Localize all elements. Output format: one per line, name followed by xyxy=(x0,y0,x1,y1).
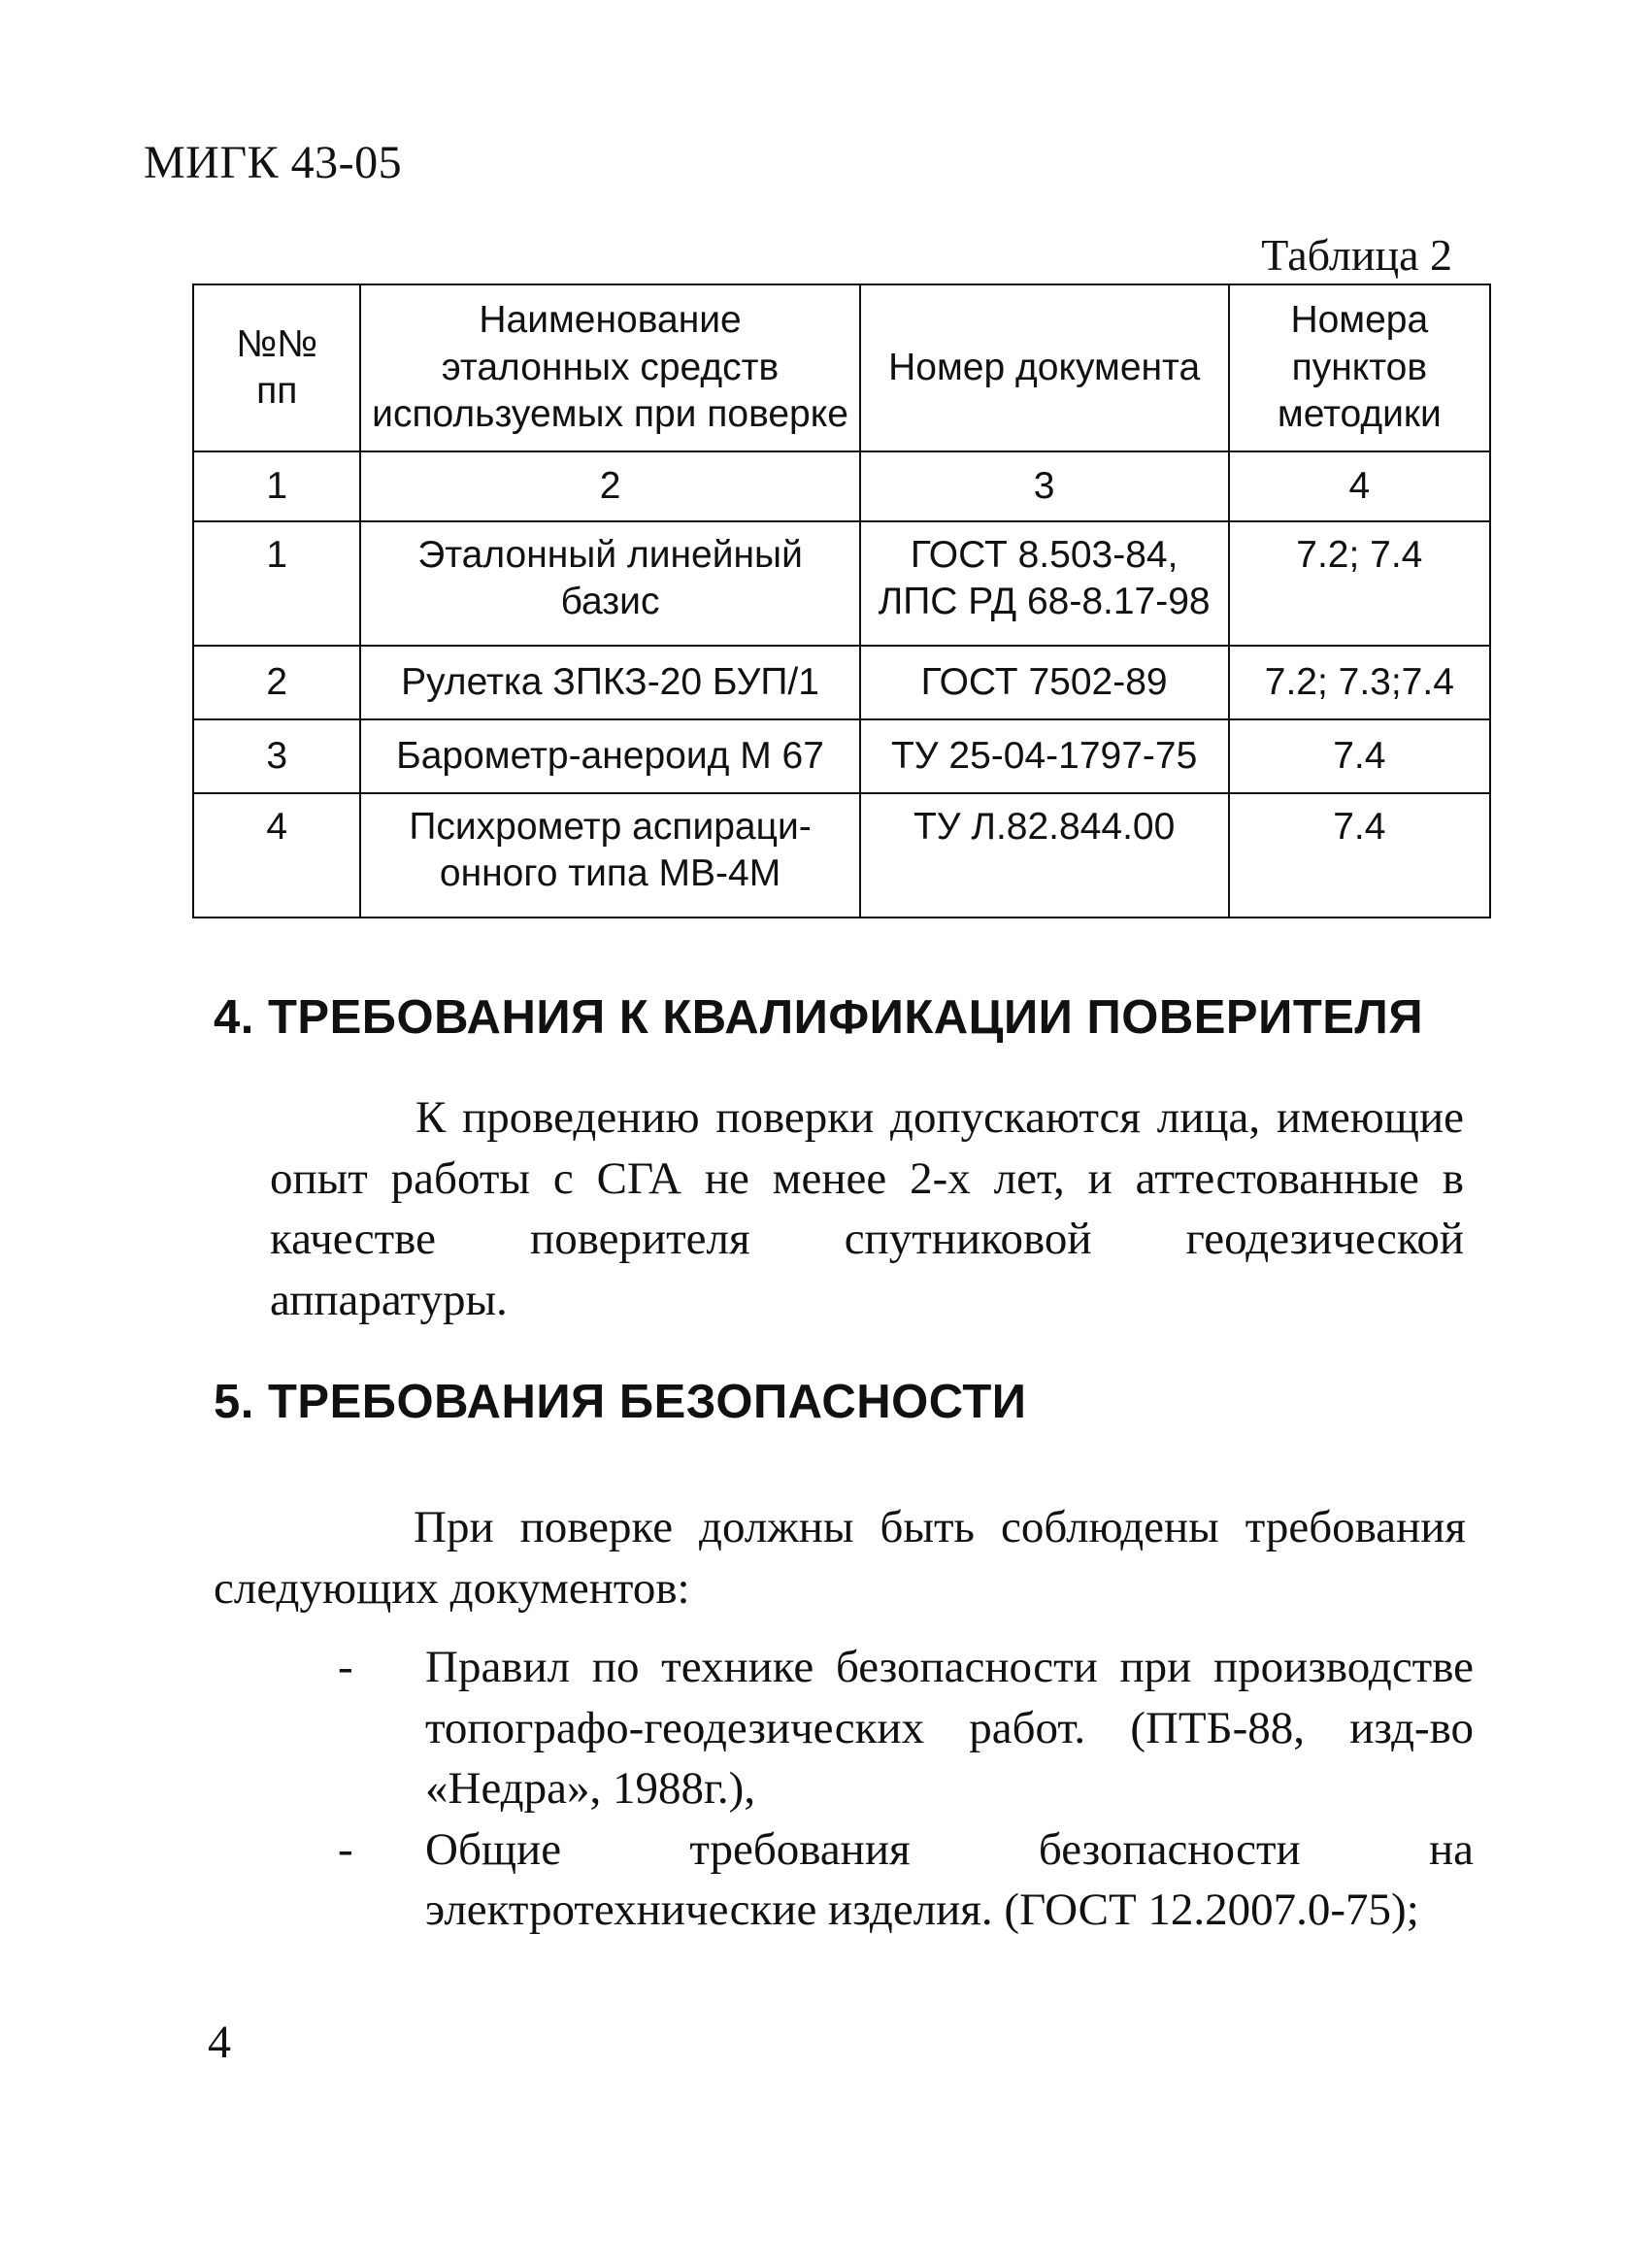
table-row xyxy=(193,719,1490,793)
table-cell: Барометр-анероид М 67 xyxy=(360,719,859,793)
safety-paragraph: При поверке должны быть соблюдены требования следующих документов: xyxy=(214,1502,1466,1614)
list-item xyxy=(338,1819,1474,1941)
list-item-text: Правил по технике безопасности при производстве топографо-геодезических работ. (ПТБ-88, изд-во «Недра», 1988г.), xyxy=(425,1642,1474,1814)
table-row xyxy=(193,521,1490,646)
table-cell: 3 xyxy=(193,719,360,793)
table-header-row xyxy=(193,284,1490,451)
bullet-dash: - xyxy=(338,1642,353,1692)
table-cell: ГОСТ 7502-89 xyxy=(860,646,1229,719)
table-cell: 7.4 xyxy=(1229,793,1490,917)
bullet-dash: - xyxy=(338,1823,353,1875)
header-cell: №№ пп xyxy=(193,284,360,451)
table-cell: 7.2; 7.4 xyxy=(1229,521,1490,646)
table-cell: 7.2; 7.3;7.4 xyxy=(1229,646,1490,719)
section-heading-qualification: 4. ТРЕБОВАНИЯ К КВАЛИФИКАЦИИ ПОВЕРИТЕЛЯ xyxy=(214,991,1424,1044)
table-cell: Психрометр аспираци- онного типа МВ-4М xyxy=(360,793,859,917)
table-caption: Таблица 2 xyxy=(1261,230,1452,280)
column-number-cell: 4 xyxy=(1229,451,1490,521)
column-number-cell: 2 xyxy=(360,451,859,521)
table-cell: Рулетка ЗПКЗ-20 БУП/1 xyxy=(360,646,859,719)
safety-documents-list xyxy=(338,1637,1474,1941)
table-cell: ТУ 25-04-1797-75 xyxy=(860,719,1229,793)
list-item xyxy=(338,1637,1474,1819)
column-number-cell: 3 xyxy=(860,451,1229,521)
table-row xyxy=(193,793,1490,917)
list-item-text: Общие требования безопасности на электротехнические изделия. (ГОСТ 12.2007.0-75); xyxy=(425,1823,1474,1935)
table-row xyxy=(193,646,1490,719)
table-cell: ГОСТ 8.503-84, ЛПС РД 68-8.17-98 xyxy=(860,521,1229,646)
page-number: 4 xyxy=(208,2017,231,2068)
header-cell: Наименование эталонных средств используемых при поверке xyxy=(360,284,859,451)
table-cell: Эталонный линейный базис xyxy=(360,521,859,646)
table-cell: 7.4 xyxy=(1229,719,1490,793)
header-cell: Номера пунктов методики xyxy=(1229,284,1490,451)
document-code: МИГК 43-05 xyxy=(144,137,403,188)
header-cell: Номер документа xyxy=(860,284,1229,451)
table-cell: 2 xyxy=(193,646,360,719)
table-cell: ТУ Л.82.844.00 xyxy=(860,793,1229,917)
column-number-row xyxy=(193,451,1490,521)
qualification-paragraph: К проведению поверки допускаются лица, имеющие опыт работы с СГА не менее 2-х лет, и аттестованные в качестве поверителя спутниковой геодезической аппаратуры. xyxy=(270,1092,1464,1325)
reference-standards-table xyxy=(192,284,1491,918)
table-cell: 1 xyxy=(193,521,360,646)
column-number-cell: 1 xyxy=(193,451,360,521)
table-cell: 4 xyxy=(193,793,360,917)
section-heading-safety: 5. ТРЕБОВАНИЯ БЕЗОПАСНОСТИ xyxy=(214,1376,1027,1428)
